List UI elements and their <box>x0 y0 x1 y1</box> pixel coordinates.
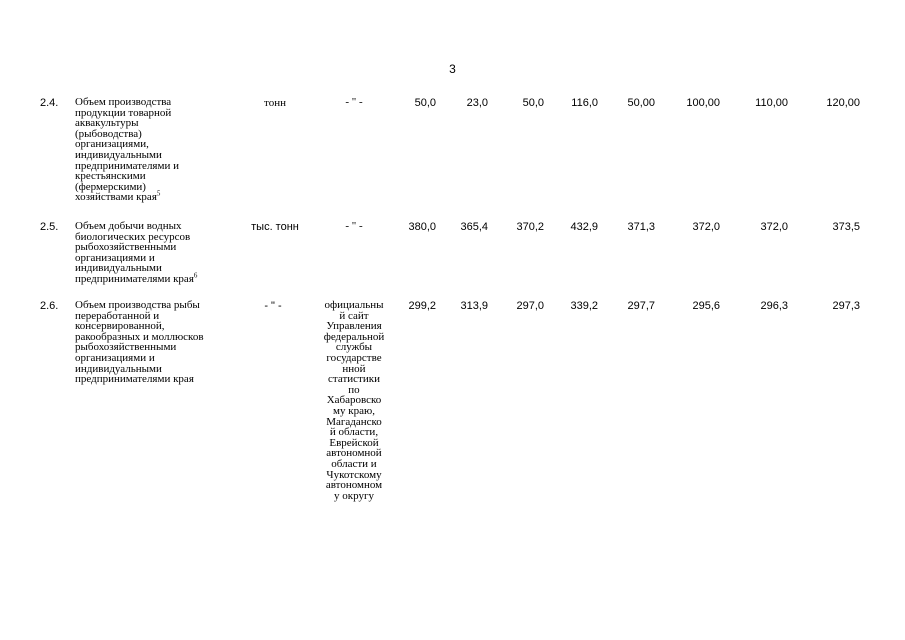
value-cell: 50,0 <box>414 97 436 109</box>
unit: тонн <box>264 97 286 109</box>
value-cell: 432,9 <box>570 221 598 233</box>
value-cell: 296,3 <box>760 300 788 312</box>
source: - " - <box>345 96 363 108</box>
value-cell: 120,00 <box>826 97 860 109</box>
value-cell: 339,2 <box>570 300 598 312</box>
value-cell: 23,0 <box>466 97 488 109</box>
value-cell: 100,00 <box>686 97 720 109</box>
value-cell: 297,7 <box>627 300 655 312</box>
value-cell: 365,4 <box>460 221 488 233</box>
value-cell: 297,3 <box>832 300 860 312</box>
value-cell: 370,2 <box>516 221 544 233</box>
value-cell: 373,5 <box>832 221 860 233</box>
page-number: 3 <box>449 62 456 76</box>
value-cell: 50,0 <box>522 97 544 109</box>
row-code: 2.4. <box>40 97 59 109</box>
unit: тыс. тонн <box>251 221 299 233</box>
row-code: 2.6. <box>40 300 59 312</box>
value-cell: 295,6 <box>692 300 720 312</box>
footnote-marker: 6 <box>193 271 198 280</box>
value-cell: 372,0 <box>760 221 788 233</box>
value-cell: 116,0 <box>571 97 598 109</box>
value-cell: 110,00 <box>755 97 788 109</box>
value-cell: 299,2 <box>408 300 436 312</box>
value-cell: 371,3 <box>627 221 655 233</box>
value-cell: 380,0 <box>408 221 436 233</box>
value-cell: 313,9 <box>460 300 488 312</box>
indicator-name: Объем добычи водных биологических ресурсов рыбохозяйственными организациями и индивидуальными предпринимателями края$^6$ <box>75 220 198 285</box>
value-cell: 50,00 <box>627 97 655 109</box>
source: официальны й сайт Управления федеральной службы государстве нной статистики по Хабаровско му краю, Магаданско й области, Еврейской автономной области и Чукотскому автономном у округу <box>323 299 385 502</box>
unit: - " - <box>264 300 282 312</box>
value-cell: 372,0 <box>692 221 720 233</box>
footnote-marker: 5 <box>156 189 161 198</box>
value-cell: 297,0 <box>516 300 544 312</box>
source: - " - <box>345 220 363 232</box>
indicator-name: Объем производства продукции товарной аквакультуры (рыбоводства) организациями, индивидуальными предпринимателями и крестьянскими (фермерскими) хозяйствами края$^5$ <box>75 96 179 204</box>
indicator-name: Объем производства рыбы переработанной и консервированной, ракообразных и моллюсков рыбохозяйственными организациями и индивидуальными предпринимателями края <box>75 299 204 386</box>
row-code: 2.5. <box>40 221 59 233</box>
